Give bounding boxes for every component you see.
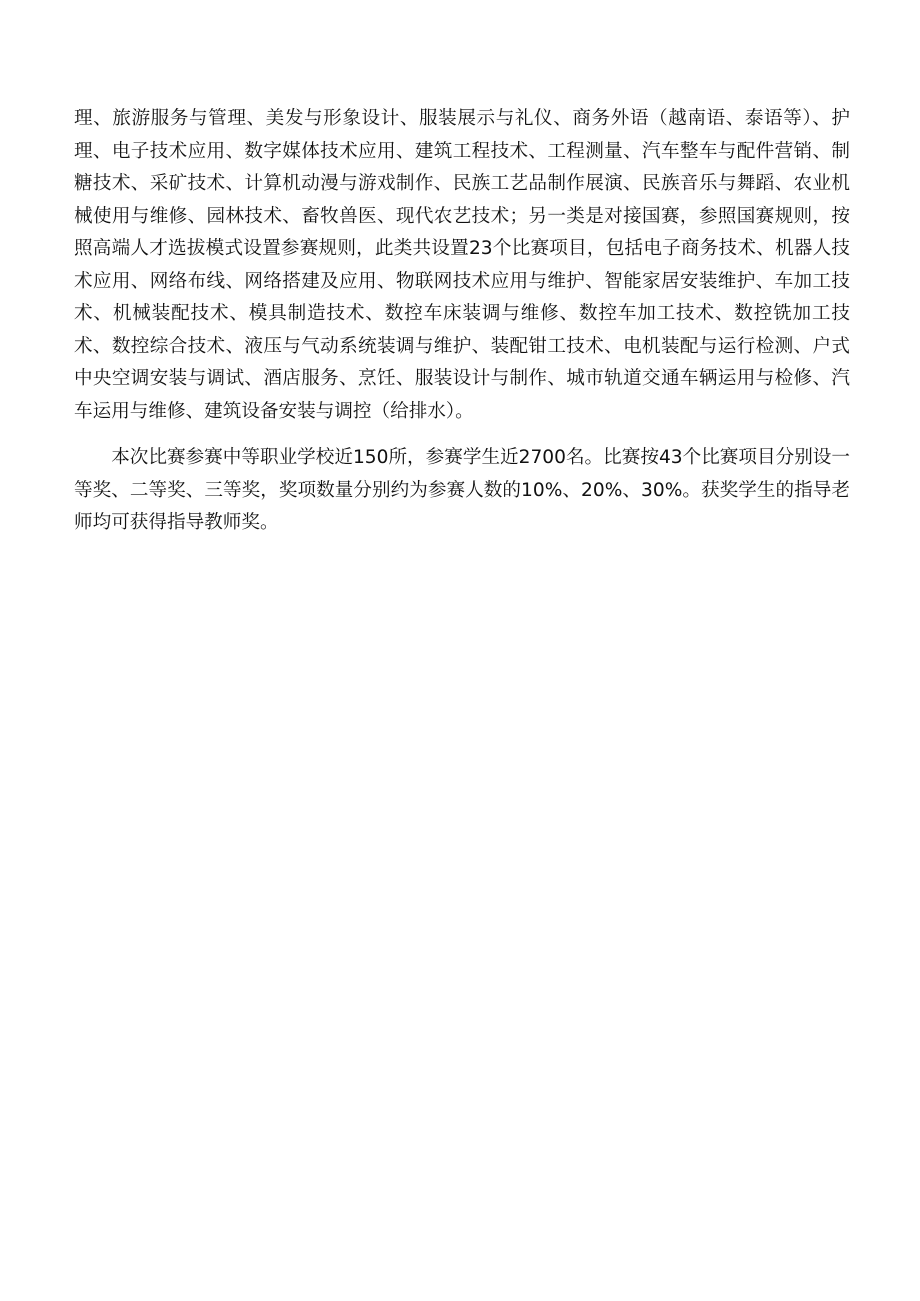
paragraph-competition-items: 理、旅游服务与管理、美发与形象设计、服装展示与礼仪、商务外语（越南语、泰语等）、护理、电子技术应用、数字媒体技术应用、建筑工程技术、工程测量、汽车整车与配件营销、制糖技术、采矿技术、计算机动漫与游戏制作、民族工艺品制作展演、民族音乐与舞蹈、农业机械使用与维修、园林技术、畜牧兽医、现代农艺技术；另一类是对接国赛，参照国赛规则，按照高端人才选拔模式设置参赛规则，此类共设置23个比赛项目，包括电子商务技术、机器人技术应用、网络布线、网络搭建及应用、物联网技术应用与维护、智能家居安装维护、车加工技术、机械装配技术、模具制造技术、数控车床装调与维修、数控车加工技术、数控铣加工技术、数控综合技术、液压与气动系统装调与维护、装配钳工技术、电机装配与运行检测、户式中央空调安装与调试、酒店服务、烹饪、服装设计与制作、城市轨道交通车辆运用与检修、汽车运用与维修、建筑设备安装与调控（给排水）。 <box>74 108 850 422</box>
paragraph-participation-awards: 本次比赛参赛中等职业学校近150所，参赛学生近2700名。比赛按43个比赛项目分别设一等奖、二等奖、三等奖，奖项数量分别约为参赛人数的10%、20%、30%。获奖学生的指导老师均可获得指导教师奖。 <box>74 447 850 533</box>
document-body <box>74 103 850 540</box>
